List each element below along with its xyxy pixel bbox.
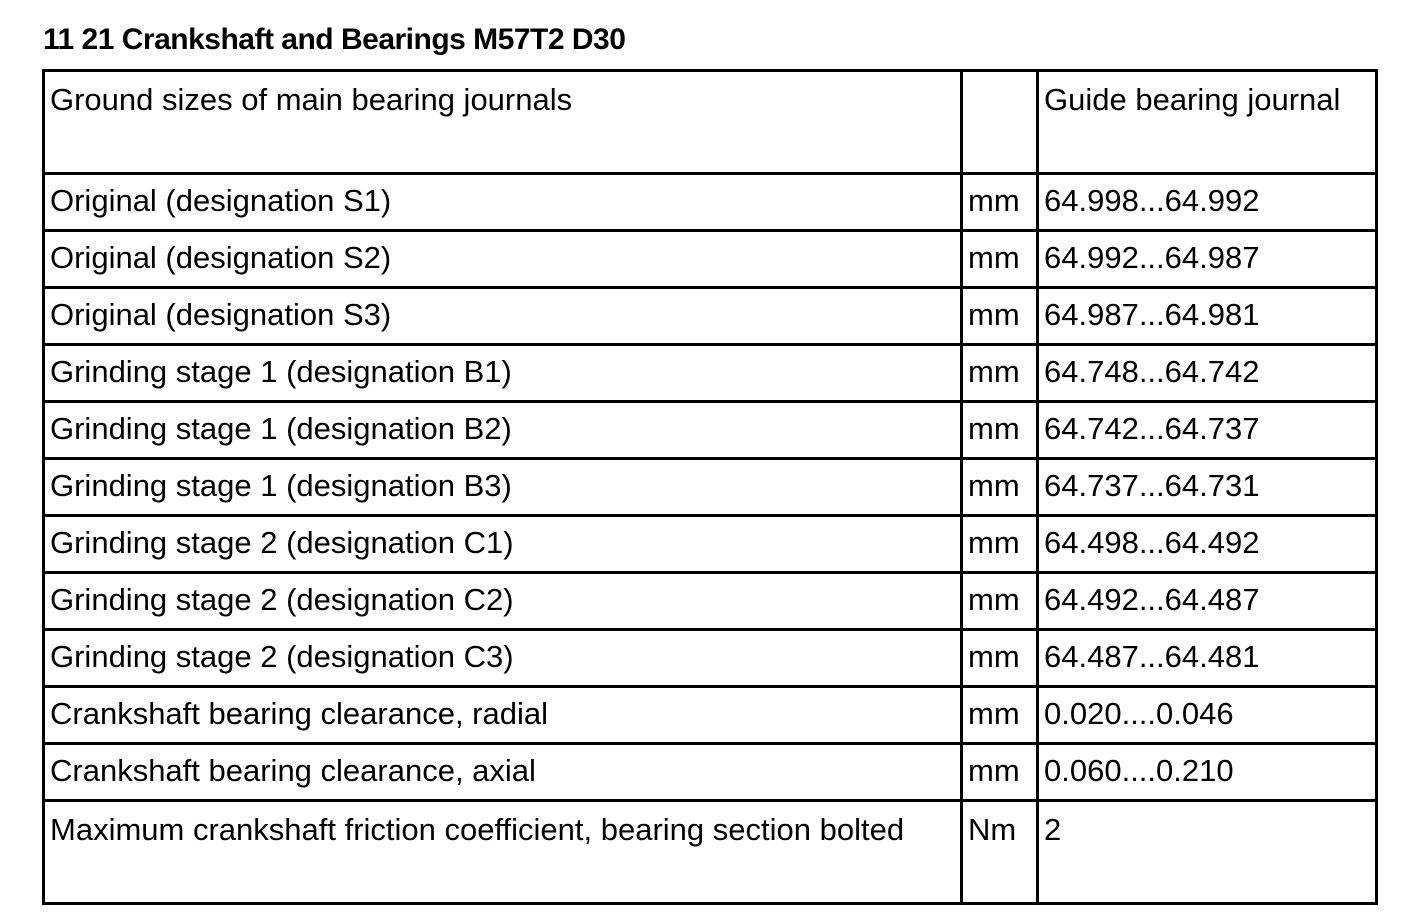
row-description: Grinding stage 2 (designation C1) bbox=[44, 516, 962, 573]
row-unit: mm bbox=[962, 402, 1038, 459]
row-description: Grinding stage 1 (designation B2) bbox=[44, 402, 962, 459]
row-unit: mm bbox=[962, 573, 1038, 630]
row-value: 64.987...64.981 bbox=[1038, 288, 1377, 345]
row-value: 2 bbox=[1038, 801, 1377, 904]
row-unit: Nm bbox=[962, 801, 1038, 904]
row-description: Crankshaft bearing clearance, axial bbox=[44, 744, 962, 801]
table-row bbox=[44, 573, 1377, 630]
row-description: Original (designation S3) bbox=[44, 288, 962, 345]
header-description-cell: Ground sizes of main bearing journals bbox=[44, 71, 962, 174]
row-description: Original (designation S1) bbox=[44, 174, 962, 231]
table-row bbox=[44, 630, 1377, 687]
table-row bbox=[44, 459, 1377, 516]
row-value: 0.060....0.210 bbox=[1038, 744, 1377, 801]
header-value-cell: Guide bearing journal bbox=[1038, 71, 1377, 174]
table-row bbox=[44, 516, 1377, 573]
row-value: 64.737...64.731 bbox=[1038, 459, 1377, 516]
row-unit: mm bbox=[962, 345, 1038, 402]
row-description: Grinding stage 2 (designation C2) bbox=[44, 573, 962, 630]
row-value: 0.020....0.046 bbox=[1038, 687, 1377, 744]
row-description: Crankshaft bearing clearance, radial bbox=[44, 687, 962, 744]
row-value: 64.992...64.987 bbox=[1038, 231, 1377, 288]
row-unit: mm bbox=[962, 744, 1038, 801]
table-row bbox=[44, 345, 1377, 402]
table-row bbox=[44, 402, 1377, 459]
table-row bbox=[44, 174, 1377, 231]
table-row bbox=[44, 288, 1377, 345]
table-row bbox=[44, 687, 1377, 744]
row-unit: mm bbox=[962, 630, 1038, 687]
row-unit: mm bbox=[962, 516, 1038, 573]
row-unit: mm bbox=[962, 687, 1038, 744]
row-value: 64.498...64.492 bbox=[1038, 516, 1377, 573]
table-row bbox=[44, 801, 1377, 904]
header-unit-cell bbox=[962, 71, 1038, 174]
row-unit: mm bbox=[962, 231, 1038, 288]
row-description: Grinding stage 1 (designation B1) bbox=[44, 345, 962, 402]
row-unit: mm bbox=[962, 288, 1038, 345]
row-value: 64.748...64.742 bbox=[1038, 345, 1377, 402]
row-value: 64.487...64.481 bbox=[1038, 630, 1377, 687]
row-value: 64.998...64.992 bbox=[1038, 174, 1377, 231]
row-description: Grinding stage 1 (designation B3) bbox=[44, 459, 962, 516]
row-value: 64.742...64.737 bbox=[1038, 402, 1377, 459]
specification-table bbox=[42, 69, 1378, 905]
table-header-row bbox=[44, 71, 1377, 174]
row-description: Original (designation S2) bbox=[44, 231, 962, 288]
table-row bbox=[44, 744, 1377, 801]
row-unit: mm bbox=[962, 459, 1038, 516]
row-unit: mm bbox=[962, 174, 1038, 231]
table-row bbox=[44, 231, 1377, 288]
row-description: Grinding stage 2 (designation C3) bbox=[44, 630, 962, 687]
row-value: 64.492...64.487 bbox=[1038, 573, 1377, 630]
page-title: 11 21 Crankshaft and Bearings M57T2 D30 bbox=[43, 23, 626, 56]
row-description: Maximum crankshaft friction coefficient, bearing section bolted bbox=[44, 801, 962, 904]
